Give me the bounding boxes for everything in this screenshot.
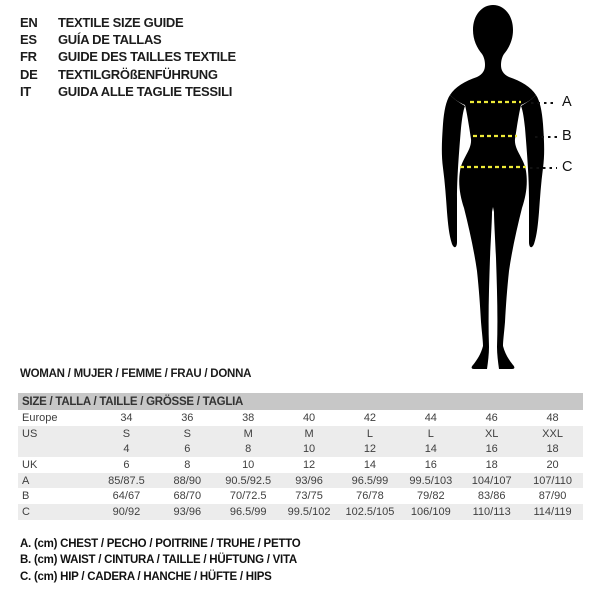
size-table-header	[18, 393, 583, 410]
table-row	[18, 504, 583, 520]
size-cell: 96.5/99	[229, 505, 267, 518]
language-code: ES	[20, 32, 37, 48]
size-cell: 114/119	[533, 505, 572, 518]
row-label: US	[22, 427, 38, 440]
table-row	[18, 410, 583, 426]
legend-row: C. (cm) HIP / CADERA / HANCHE / HÜFTE / HIPS	[20, 570, 272, 583]
row-label: C	[22, 505, 30, 518]
size-cell: 6	[184, 443, 191, 456]
size-cell: 104/107	[471, 474, 512, 487]
language-label: GUIDA ALLE TAGLIE TESSILI	[58, 83, 233, 99]
language-code: FR	[20, 49, 37, 65]
language-label: GUÍA DE TALLAS	[58, 32, 162, 48]
size-cell: 42	[363, 411, 377, 424]
size-cell: 16	[424, 458, 437, 471]
size-cell: 14	[363, 458, 377, 471]
size-cell: 79/82	[417, 490, 445, 503]
size-table-body	[18, 410, 583, 520]
size-cell: 10	[242, 458, 255, 471]
size-cell: 44	[424, 411, 437, 424]
language-list	[20, 14, 236, 100]
table-row	[18, 426, 583, 442]
size-cell: 73/75	[295, 490, 323, 503]
language-row	[20, 48, 236, 65]
size-cell: 87/90	[538, 490, 567, 503]
size-cell: 46	[485, 411, 498, 424]
woman-silhouette	[400, 0, 600, 380]
size-cell: 8	[184, 458, 191, 471]
table-row	[18, 473, 583, 489]
language-row	[20, 66, 236, 83]
table-row	[18, 457, 583, 473]
size-cell: 96.5/99	[351, 474, 389, 487]
row-label: UK	[22, 458, 38, 471]
size-cell: 85/87.5	[108, 474, 145, 487]
size-cell: 90.5/92.5	[225, 474, 272, 487]
size-cell: 4	[123, 443, 130, 456]
legend-row: B. (cm) WAIST / CINTURA / TAILLE / HÜFTUNG / VITA	[20, 554, 297, 567]
row-label: A	[22, 474, 30, 487]
size-cell: 83/86	[477, 490, 506, 503]
size-cell: L	[366, 427, 373, 440]
size-cell: 12	[302, 458, 316, 471]
size-cell: L	[427, 427, 434, 440]
size-cell: 88/90	[173, 474, 202, 487]
size-cell: 20	[546, 458, 559, 471]
marker-label-a: A	[562, 94, 572, 110]
size-cell: 110/113	[472, 505, 511, 518]
language-row	[20, 31, 236, 48]
row-label: B	[22, 490, 30, 503]
language-label: GUIDE DES TAILLES TEXTILE	[58, 49, 236, 65]
size-cell: 6	[123, 458, 130, 471]
language-code: IT	[20, 83, 31, 99]
size-table-header-label: SIZE / TALLA / TAILLE / GRÖSSE / TAGLIA	[22, 395, 244, 408]
language-code: EN	[20, 15, 38, 31]
size-cell: 93/96	[173, 505, 202, 518]
size-cell: XL	[484, 427, 499, 440]
size-cell: 64/67	[112, 490, 141, 503]
size-cell: 8	[245, 443, 252, 456]
language-row	[20, 83, 236, 100]
size-cell: 70/72.5	[229, 490, 267, 503]
size-cell: 106/109	[410, 505, 451, 518]
size-cell: 90/92	[112, 505, 141, 518]
size-cell: 102.5/105	[345, 505, 395, 518]
size-cell: 36	[181, 411, 194, 424]
size-cell: 18	[485, 458, 498, 471]
size-cell: 68/70	[173, 490, 202, 503]
size-cell: 107/110	[533, 474, 573, 487]
size-cell: 16	[485, 443, 498, 456]
size-cell: 10	[302, 443, 316, 456]
size-cell: 48	[546, 411, 559, 424]
language-label: TEXTILE SIZE GUIDE	[58, 15, 184, 31]
size-cell: S	[122, 427, 131, 440]
size-cell: 12	[363, 443, 377, 456]
size-cell: 93/96	[295, 474, 323, 487]
table-row	[18, 441, 583, 457]
size-cell: M	[243, 427, 253, 440]
row-label: Europe	[22, 411, 58, 424]
language-row	[20, 14, 236, 31]
marker-label-b: B	[562, 128, 572, 144]
table-title: WOMAN / MUJER / FEMME / FRAU / DONNA	[20, 368, 252, 380]
size-cell: 99.5/103	[409, 474, 453, 487]
table-row	[18, 488, 583, 504]
silhouette-body	[450, 5, 536, 369]
legend-list	[20, 538, 300, 587]
size-cell: S	[183, 427, 191, 440]
size-cell: 40	[302, 411, 316, 424]
size-cell: XXL	[542, 427, 563, 440]
language-label: TEXTILGRÖßENFÜHRUNG	[58, 66, 218, 82]
size-cell: 34	[120, 411, 133, 424]
size-table	[18, 393, 583, 520]
size-cell: M	[304, 427, 314, 440]
figure-area	[400, 0, 600, 380]
size-cell: 18	[546, 443, 559, 456]
size-cell: 99.5/102	[287, 505, 331, 518]
marker-label-c: C	[562, 159, 573, 175]
legend-row: A. (cm) CHEST / PECHO / POITRINE / TRUHE / PETTO	[20, 538, 301, 550]
size-cell: 38	[242, 411, 255, 424]
size-cell: 76/78	[356, 490, 384, 503]
language-code: DE	[20, 66, 38, 82]
size-cell: 14	[424, 443, 437, 456]
